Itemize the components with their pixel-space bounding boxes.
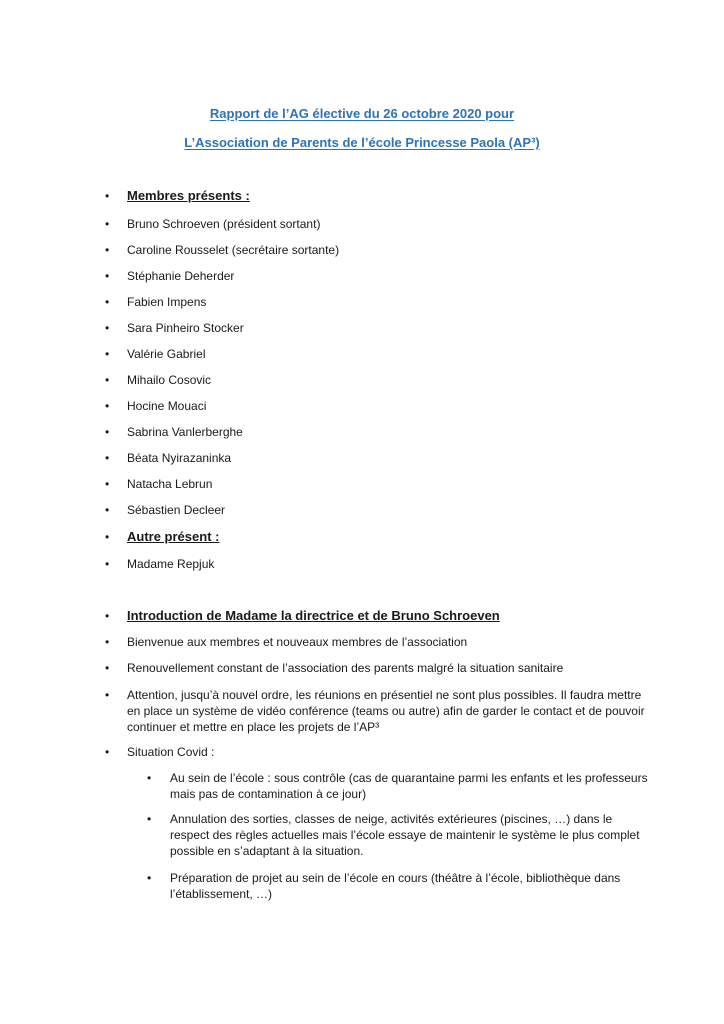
member-name: Mihailo Cosovic xyxy=(127,373,212,387)
bullet-icon: • xyxy=(105,217,110,231)
bullet-icon: • xyxy=(147,812,152,826)
bullet-icon: • xyxy=(105,321,110,335)
bullet-icon: • xyxy=(147,771,152,785)
covid-item: Préparation de projet au sein de l’école en cours (théâtre à l’école, bibliothèque dans l’établissement, …) xyxy=(170,871,621,901)
member-name: Stéphanie Deherder xyxy=(127,269,235,283)
member-name: Sara Pinheiro Stocker xyxy=(127,321,244,335)
bullet-icon: • xyxy=(105,635,110,649)
other-heading: Autre présent : xyxy=(127,529,220,544)
bullet-icon: • xyxy=(105,745,110,759)
member-name: Béata Nyirazaninka xyxy=(127,451,232,465)
bullet-icon: • xyxy=(105,688,110,702)
bullet-icon: • xyxy=(105,347,110,361)
bullet-icon: • xyxy=(105,295,110,309)
members-heading: Membres présents : xyxy=(127,188,250,203)
report-title-line2: L’Association de Parents de l’école Princesse Paola (AP³) xyxy=(184,135,540,150)
bullet-icon: • xyxy=(105,269,110,283)
intro-item: Situation Covid : xyxy=(127,745,215,759)
bullet-icon: • xyxy=(105,373,110,387)
covid-item: Annulation des sorties, classes de neige, activités extérieures (piscines, …) dans le respect des règles actuelles mais l’école essaye de maintenir le système le plus complet possible en s’adaptant à la situation. xyxy=(170,812,640,858)
bullet-icon: • xyxy=(105,530,110,544)
member-name: Valérie Gabriel xyxy=(127,347,206,361)
other-name: Madame Repjuk xyxy=(127,557,215,571)
member-name: Bruno Schroeven (président sortant) xyxy=(127,217,321,231)
intro-item: Renouvellement constant de l’association des parents malgré la situation sanitaire xyxy=(127,661,564,675)
member-name: Fabien Impens xyxy=(127,295,207,309)
bullet-icon: • xyxy=(105,451,110,465)
bullet-icon: • xyxy=(147,871,152,885)
bullet-icon: • xyxy=(105,477,110,491)
bullet-icon: • xyxy=(105,243,110,257)
bullet-icon: • xyxy=(105,609,110,623)
member-name: Caroline Rousselet (secrétaire sortante) xyxy=(127,243,340,257)
covid-item: Au sein de l’école : sous contrôle (cas de quarantaine parmi les enfants et les professeurs mais pas de contamination à ce jour) xyxy=(170,771,648,801)
member-name: Sabrina Vanlerberghe xyxy=(127,425,243,439)
member-name: Sébastien Decleer xyxy=(127,503,226,517)
bullet-icon: • xyxy=(105,503,110,517)
bullet-icon: • xyxy=(105,557,110,571)
member-name: Natacha Lebrun xyxy=(127,477,213,491)
member-name: Hocine Mouaci xyxy=(127,399,207,413)
bullet-icon: • xyxy=(105,661,110,675)
intro-item: Bienvenue aux membres et nouveaux membres de l’association xyxy=(127,635,468,649)
report-title-line1: Rapport de l’AG élective du 26 octobre 2020 pour xyxy=(209,106,515,121)
bullet-icon: • xyxy=(105,425,110,439)
bullet-icon: • xyxy=(105,399,110,413)
bullet-icon: • xyxy=(105,189,110,203)
intro-heading: Introduction de Madame la directrice et de Bruno Schroeven xyxy=(127,608,500,623)
intro-item: Attention, jusqu’à nouvel ordre, les réunions en présentiel ne sont plus possibles. Il faudra mettre en place un système de vidéo conférence (teams ou autre) afin de garder le contact et de pouvoir continuer et mettre en place les projets de l’AP³ xyxy=(127,688,645,734)
